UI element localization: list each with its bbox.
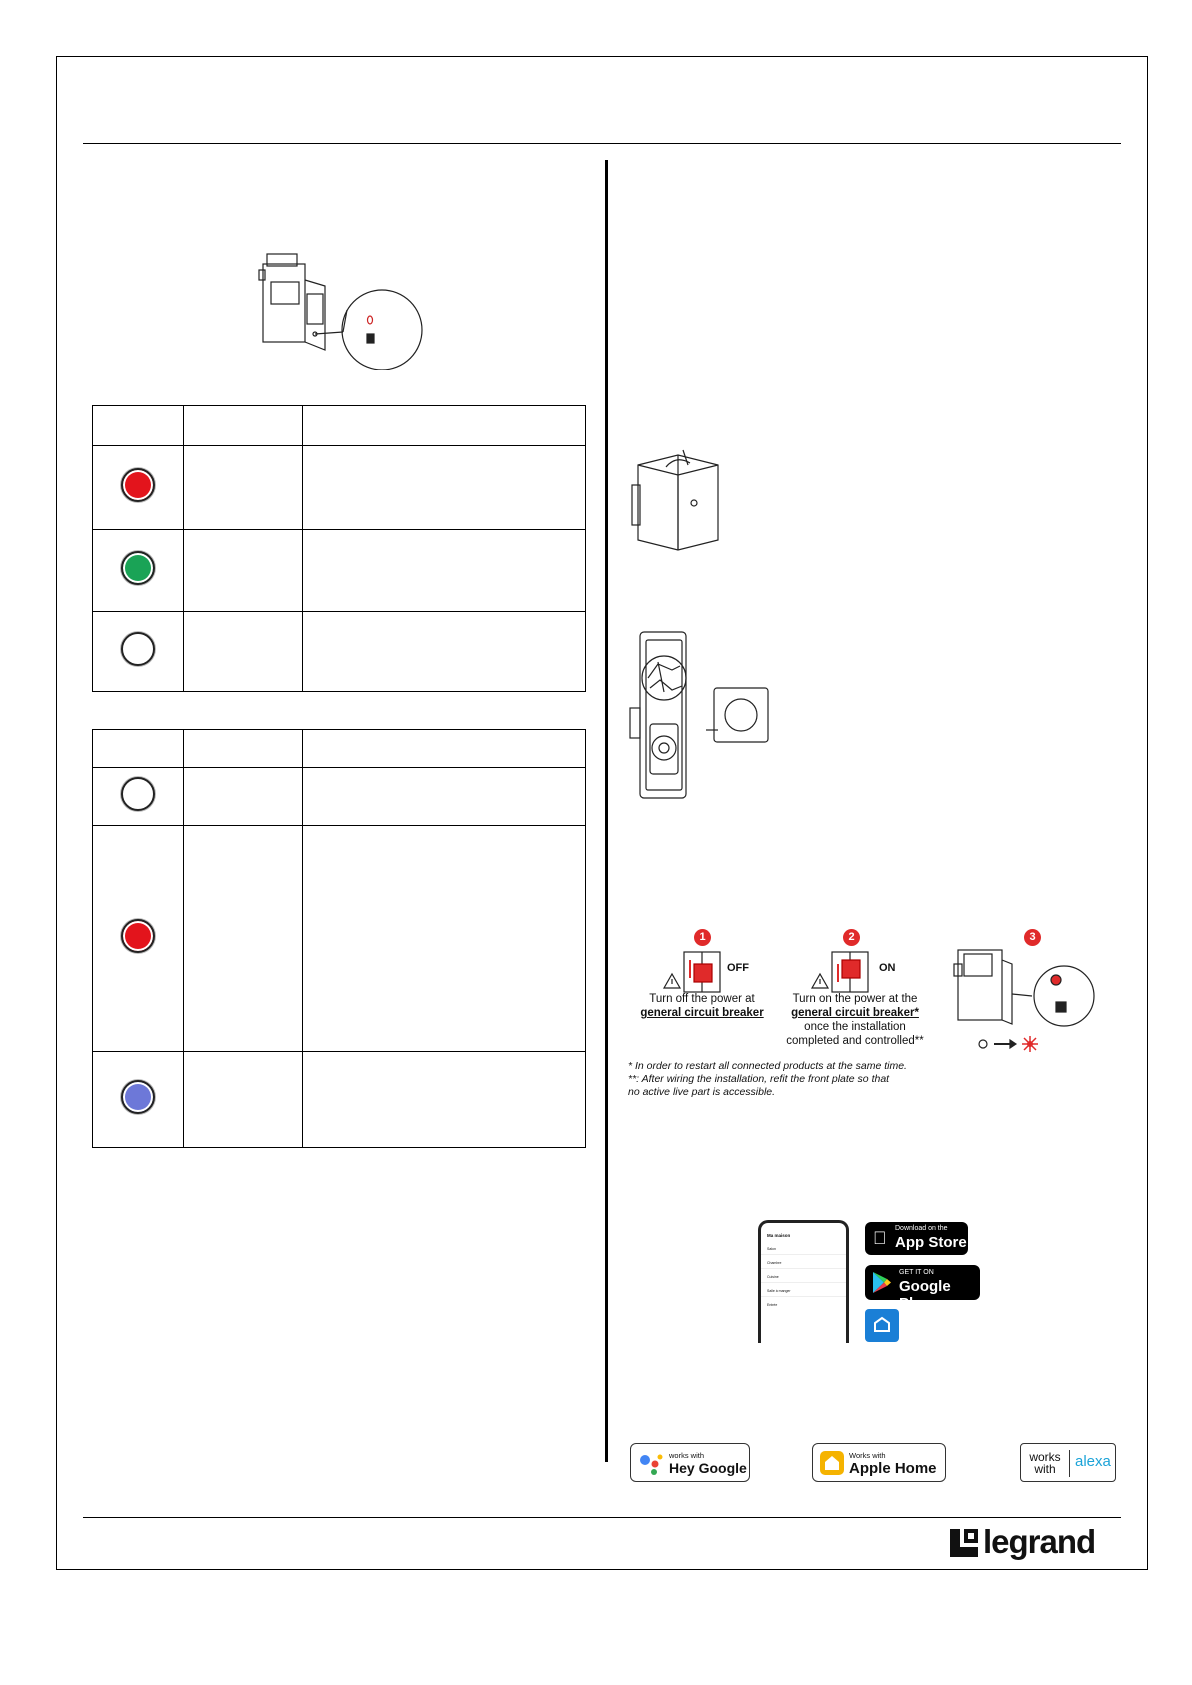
google-play-icon: [873, 1272, 891, 1293]
table-row: [93, 1052, 586, 1148]
brand-name: legrand: [983, 1523, 1096, 1560]
step-2-number: 2: [843, 929, 860, 946]
legrand-mark-icon: [950, 1529, 978, 1557]
step-1-number: 1: [694, 929, 711, 946]
home-app-icon[interactable]: [865, 1309, 899, 1342]
list-item: Cuisine: [761, 1269, 846, 1283]
step-3-number: 3: [1024, 929, 1041, 946]
module-led-blink-illustration: [952, 944, 1112, 1054]
led-red-indicator: [121, 919, 155, 953]
column-divider: [605, 160, 608, 1462]
step-1-state: OFF: [727, 962, 749, 974]
led-status-table-2: [92, 729, 586, 1148]
led-green-indicator: [121, 551, 155, 585]
list-item: Entrée: [767, 1303, 778, 1307]
list-item: Salle à manger: [761, 1283, 846, 1297]
wall-plate-illustration: [628, 628, 788, 803]
led-white-indicator: [121, 777, 155, 811]
phone-title: Ma maison: [767, 1233, 791, 1238]
footer-rule: [83, 1517, 1121, 1518]
apple-home-icon: [820, 1451, 844, 1475]
led-status-table-1: [92, 405, 586, 692]
module-with-led-illustration: [255, 250, 435, 370]
apple-home-badge: Works with Apple Home: [812, 1443, 946, 1482]
step-1-caption: Turn off the power at general circuit breaker: [640, 993, 764, 1019]
home-icon: [865, 1309, 899, 1342]
header-rule: [83, 143, 1121, 144]
table-row: [93, 530, 586, 612]
apple-icon: [873, 1228, 887, 1249]
phone-app-screenshot: [758, 1220, 849, 1343]
table-row: [93, 768, 586, 826]
app-store-button[interactable]: Download on the App Store: [865, 1222, 968, 1255]
notes: * In order to restart all connected products at the same time. **: After wiring the installation, refit the front plate so that no active live part is accessible.: [628, 1060, 907, 1098]
step-2-caption: Turn on the power at the general circuit breaker* once the installation completed and controlled**: [786, 993, 924, 1047]
led-white-indicator: [121, 632, 155, 666]
list-item: Chambre: [761, 1255, 846, 1269]
alexa-badge: works with alexa: [1020, 1443, 1116, 1482]
din-module-illustration: [628, 445, 728, 555]
table-row: [93, 446, 586, 530]
google-play-button[interactable]: GET IT ON Google Play: [865, 1265, 980, 1300]
google-assistant-icon: [639, 1453, 665, 1475]
table-row: [93, 826, 586, 1052]
step-2-state: ON: [879, 962, 896, 974]
table-row: [93, 612, 586, 692]
list-item: Salon: [761, 1241, 846, 1255]
hey-google-badge: works with Hey Google: [630, 1443, 750, 1482]
led-red-indicator: [121, 468, 155, 502]
led-blue-indicator: [121, 1080, 155, 1114]
